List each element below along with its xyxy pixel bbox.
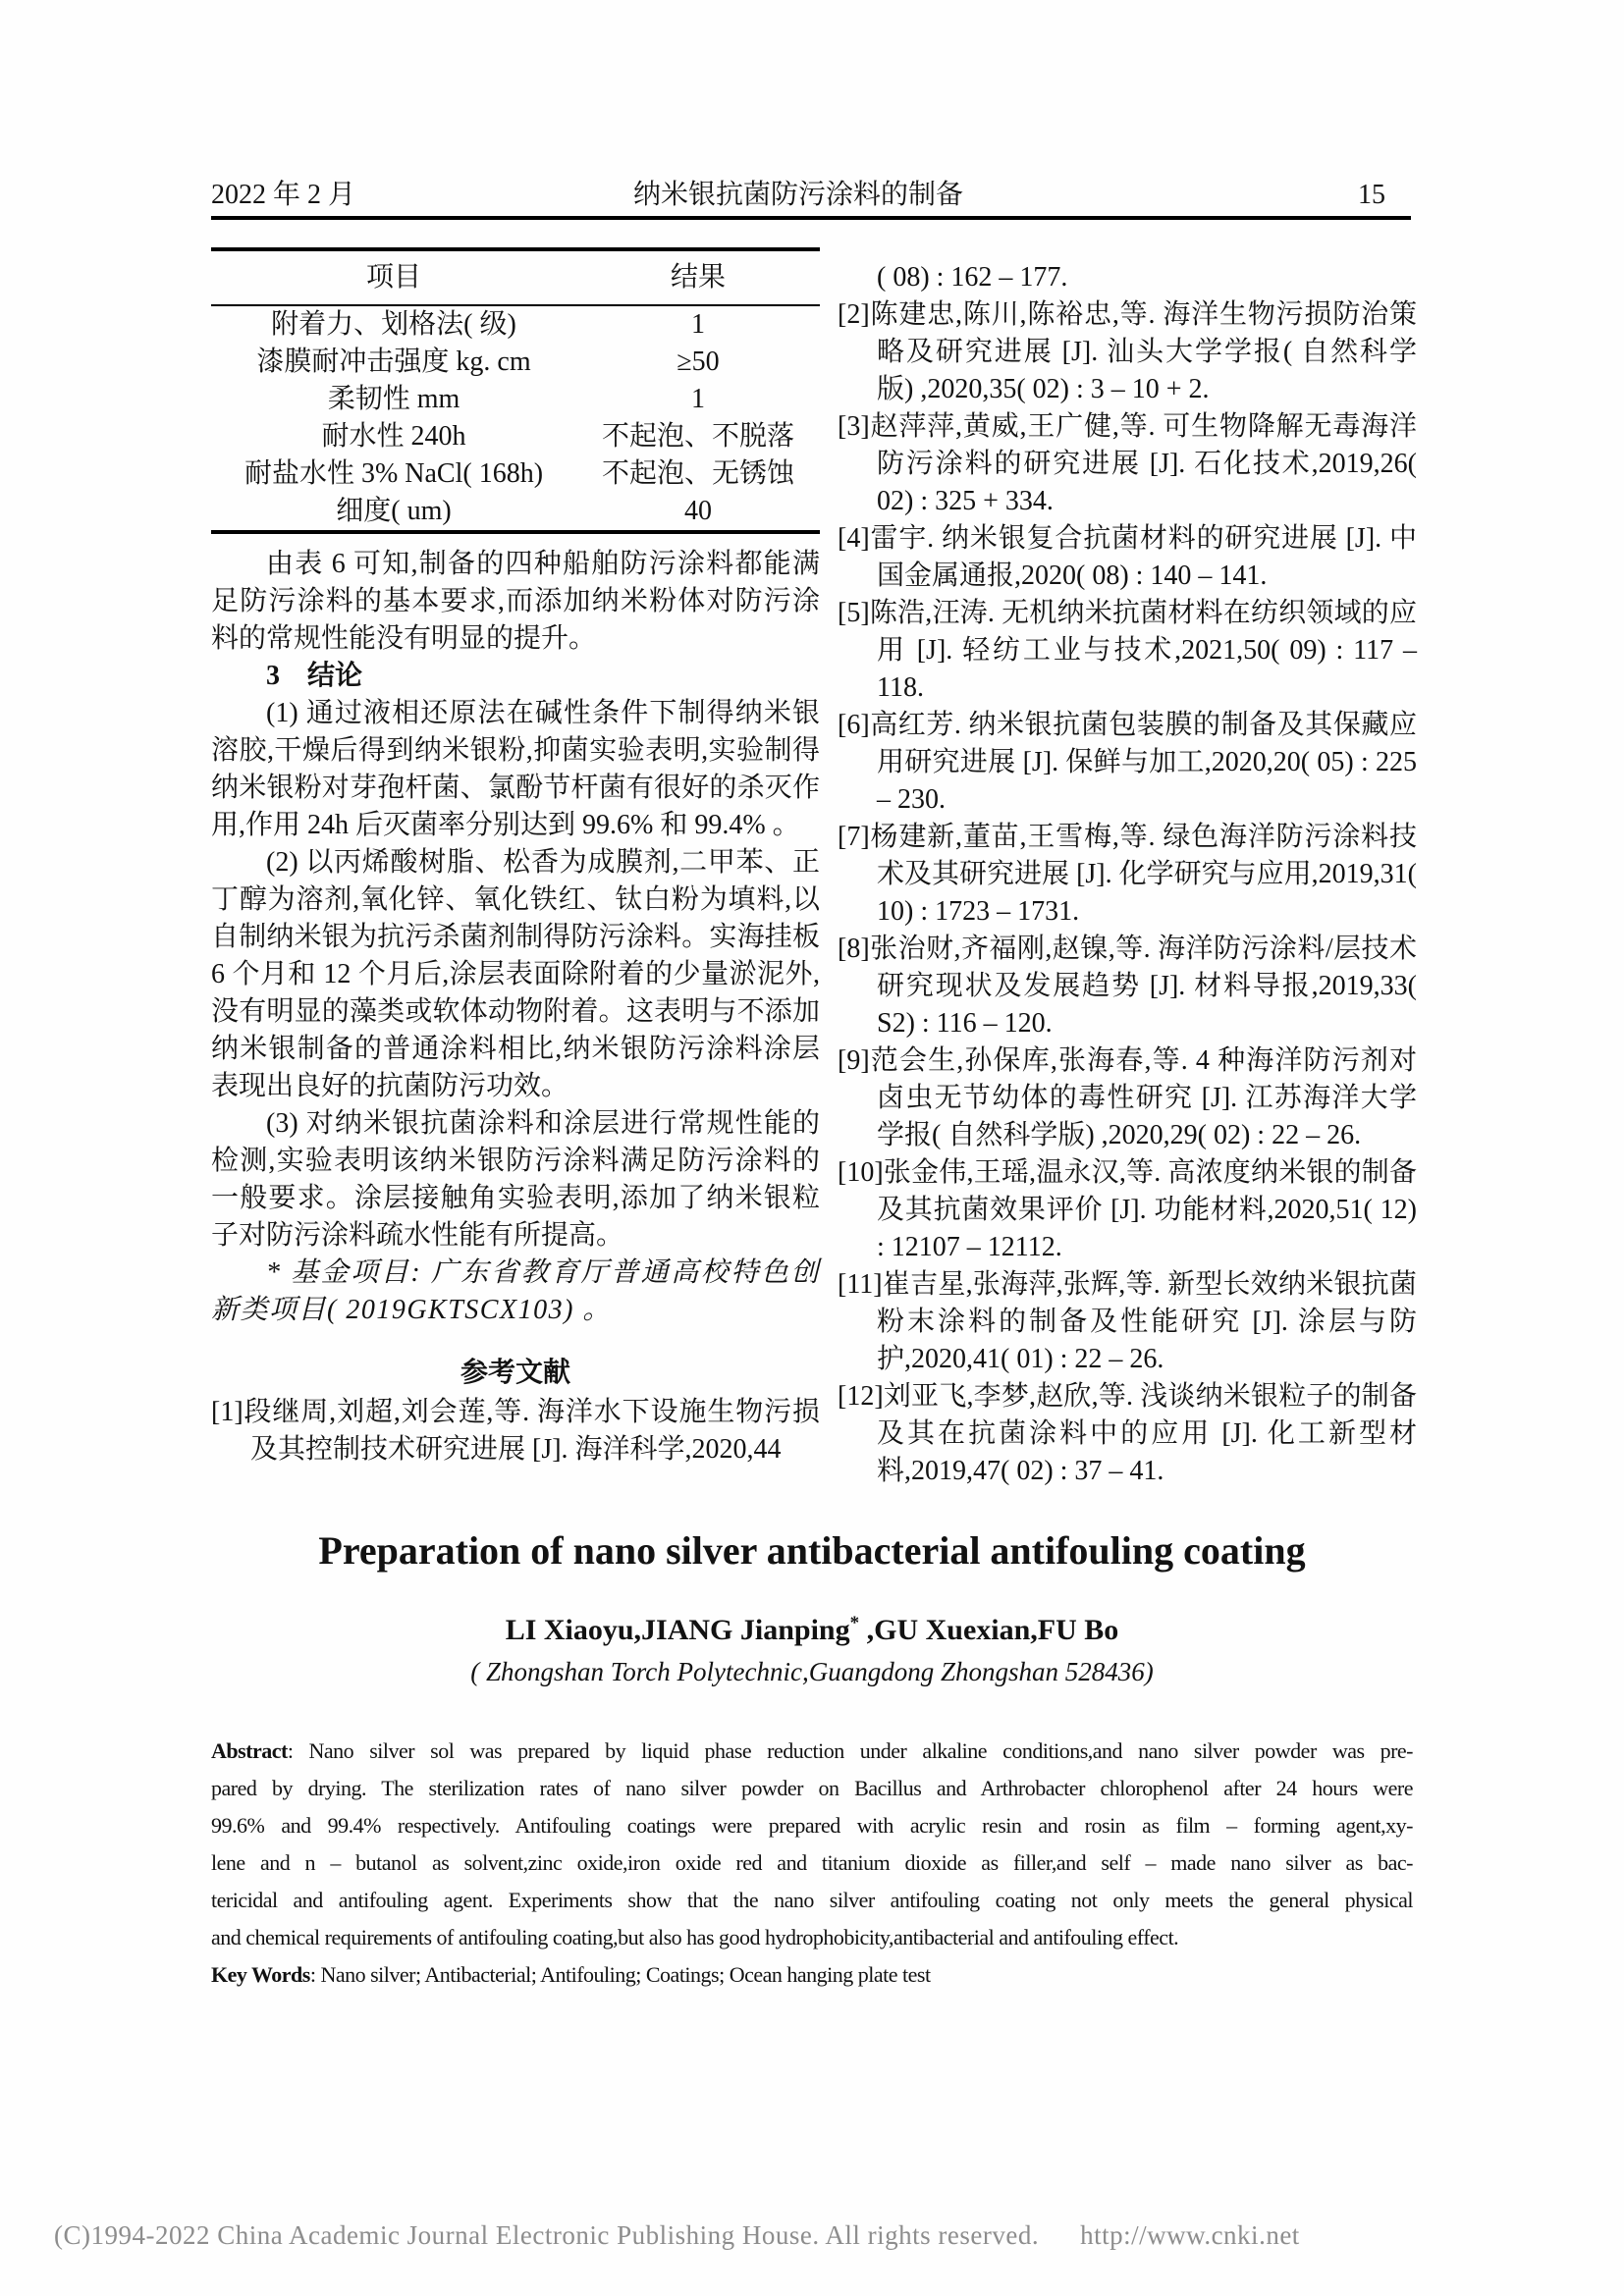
table-row [211, 344, 820, 381]
english-affiliation: ( Zhongshan Torch Polytechnic,Guangdong Zhongshan 528436) [470, 1657, 1154, 1686]
table-row [211, 305, 820, 344]
page-footer [54, 2220, 1300, 2251]
references-heading: 参考文献 [460, 1358, 570, 1388]
header-rule [211, 216, 1411, 220]
column-header-result: 结果 [576, 249, 820, 305]
cell-item: 耐水性 240h [321, 421, 466, 452]
reference-item-10: [10]张金伟,王瑶,温永汉,等. 高浓度纳米银的制备及其抗菌效果评价 [J]. 功能材料,2020,51( 12) : 12107 – 12112. [838, 1157, 1417, 1262]
reference-item-12: [12]刘亚飞,李梦,赵欣,等. 浅谈纳米银粒子的制备及其在抗菌涂料中的应用 [J]. 化工新型材料,2019,47( 02) : 37 – 41. [838, 1381, 1417, 1486]
keywords-label: Key Words [211, 1962, 310, 1987]
reference-item-3: [3]赵萍萍,黄威,王广健,等. 可生物降解无毒海洋防污涂料的研究进展 [J]. 石化技术,2019,26( 02) : 325 + 334. [838, 411, 1417, 516]
abstract-line: lene and n – butanol as solvent,zinc oxide,iron oxide red and titanium dioxide as filler,and self – made nano silver as bac- [211, 1850, 1413, 1875]
reference-item-11: [11]崔吉星,张海萍,张辉,等. 新型长效纳米银抗菌粉末涂料的制备及性能研究 [J]. 涂层与防护,2020,41( 01) : 22 – 26. [838, 1269, 1417, 1374]
corresponding-author-asterisk: * [849, 1613, 860, 1633]
abstract-label: Abstract [211, 1738, 288, 1763]
conclusion-paragraph-3: (3) 对纳米银抗菌涂料和涂层进行常规性能的检测,实验表明该纳米银防污涂料满足防污涂料的一般要求。涂层接触角实验表明,添加了纳米银粒子对防污涂料疏水性能有所提高。 [211, 1108, 820, 1251]
cell-item: 细度( um) [336, 496, 452, 526]
table-row [211, 381, 820, 418]
reference-item-7: [7]杨建新,董苗,王雪梅,等. 绿色海洋防污涂料技术及其研究进展 [J]. 化学研究与应用,2019,31( 10) : 1723 – 1731. [838, 822, 1417, 927]
english-authors [211, 1613, 1413, 1647]
copyright-notice: (C)1994-2022 China Academic Journal Electronic Publishing House. All rights reserved. [54, 2220, 1040, 2250]
reference-item-2: [2]陈建忠,陈川,陈裕忠,等. 海洋生物污损防治策略及研究进展 [J]. 汕头大学学报( 自然科学版) ,2020,35( 02) : 3 – 10 + 2. [838, 299, 1417, 404]
cell-result: ≥50 [677, 347, 720, 377]
english-title: Preparation of nano silver antibacterial antifouling coating [318, 1528, 1306, 1573]
conclusion-paragraph-1: (1) 通过液相还原法在碱性条件下制得纳米银溶胶,干燥后得到纳米银粉,抑菌实验表明,实验制得纳米银粉对芽孢杆菌、氯酚节杆菌有很好的杀灭作用,作用 24h 后灭菌率分别达到 99.6% 和 99.4% 。 [211, 698, 820, 840]
cell-result: 1 [691, 309, 705, 340]
reference-item-4: [4]雷宇. 纳米银复合抗菌材料的研究进展 [J]. 中国金属通报,2020( 08) : 140 – 141. [838, 523, 1417, 591]
cell-item: 柔韧性 mm [327, 384, 460, 414]
reference-item-9: [9]范会生,孙保库,张海春,等. 4 种海洋防污剂对卤虫无节幼体的毒性研究 [J]. 江苏海洋大学学报( 自然科学版) ,2020,29( 02) : 22 – 26. [838, 1045, 1417, 1150]
reference-item-1: [1]段继周,刘超,刘会莲,等. 海洋水下设施生物污损及其控制技术研究进展 [J]. 海洋科学,2020,44 [211, 1397, 820, 1465]
cell-item: 耐盐水性 3% NaCl( 168h) [244, 458, 544, 489]
cell-result: 1 [691, 384, 705, 414]
performance-results-table [211, 247, 820, 534]
authors-part-1: LI Xiaoyu,JIANG Jianping [505, 1614, 850, 1646]
page-header [211, 173, 1411, 212]
conclusion-paragraph-2: (2) 以丙烯酸树脂、松香为成膜剂,二甲苯、正丁醇为溶剂,氧化锌、氧化铁红、钛白粉为填料,以自制纳米银为抗污杀菌剂制得防污涂料。实海挂板 6 个月和 12 个月后,涂层表面除附着的少量淤泥外,没有明显的藻类或软体动物附着。这表明与不添加纳米银制备的普通涂料相比,纳米银防污涂料涂层表现出良好的抗菌防污功效。 [211, 847, 820, 1101]
table-summary-paragraph: 由表 6 可知,制备的四种船舶防污涂料都能满足防污涂料的基本要求,而添加纳米粉体对防污涂料的常规性能没有明显的提升。 [211, 549, 820, 654]
abstract-line [211, 1733, 1413, 1770]
left-column [211, 247, 820, 1468]
fund-project-note: * 基金项目: 广东省教育厅普通高校特色创新类项目( 2019GKTSCX103) 。 [211, 1257, 820, 1325]
english-section [211, 1527, 1413, 1994]
cnki-url: http://www.cnki.net [1080, 2220, 1300, 2250]
cell-item: 漆膜耐冲击强度 kg. cm [256, 347, 531, 377]
cell-result: 不起泡、无锈蚀 [601, 458, 794, 489]
keywords-text: : Nano silver; Antibacterial; Antifouling; Coatings; Ocean hanging plate test [309, 1962, 931, 1987]
cell-item: 附着力、划格法( 级) [271, 309, 516, 340]
header-date: 2022 年 2 月 [211, 180, 356, 210]
header-article-title: 纳米银抗菌防污涂料的制备 [633, 180, 964, 210]
cell-result: 40 [684, 496, 712, 526]
column-header-item: 项目 [211, 249, 576, 305]
abstract-line-text: : Nano silver sol was prepared by liquid phase reduction under alkaline conditions,and nano silver powder was pre- [287, 1738, 1413, 1763]
header-page-number: 15 [1358, 180, 1386, 210]
table-row [211, 493, 820, 532]
abstract-line: tericidal and antifouling agent. Experiments show that the nano silver antifouling coating not only meets the general physical [211, 1888, 1413, 1912]
abstract-line: 99.6% and 99.4% respectively. Antifouling coatings were prepared with acrylic resin and rosin as film – forming agent,xy- [211, 1813, 1413, 1838]
authors-part-2: ,GU Xuexian,FU Bo [859, 1614, 1119, 1646]
cell-result: 不起泡、不脱落 [601, 421, 794, 452]
english-abstract [211, 1733, 1413, 1956]
right-column [838, 247, 1417, 1490]
table-row [211, 455, 820, 493]
reference-item-5: [5]陈浩,汪涛. 无机纳米抗菌材料在纺织领域的应用 [J]. 轻纺工业与技术,2021,50( 09) : 117 – 118. [838, 598, 1417, 703]
keywords-line [211, 1956, 1413, 1994]
abstract-line: pared by drying. The sterilization rates of nano silver powder on Bacillus and Arthrobacter chlorophenol after 24 hours were [211, 1776, 1413, 1800]
conclusion-section-heading: 3 结论 [266, 661, 363, 691]
table-row [211, 418, 820, 455]
reference-item-1-continuation: ( 08) : 162 – 177. [877, 262, 1068, 293]
table-header-row [211, 249, 820, 305]
reference-item-8: [8]张治财,齐福刚,赵镍,等. 海洋防污涂料/层技术研究现状及发展趋势 [J]. 材料导报,2019,33( S2) : 116 – 120. [838, 934, 1417, 1039]
reference-item-6: [6]高红芳. 纳米银抗菌包装膜的制备及其保藏应用研究进展 [J]. 保鲜与加工,2020,20( 05) : 225 – 230. [838, 710, 1417, 815]
abstract-line: and chemical requirements of antifouling coating,but also has good hydrophobicity,antibacterial and antifouling effect. [211, 1925, 1179, 1949]
